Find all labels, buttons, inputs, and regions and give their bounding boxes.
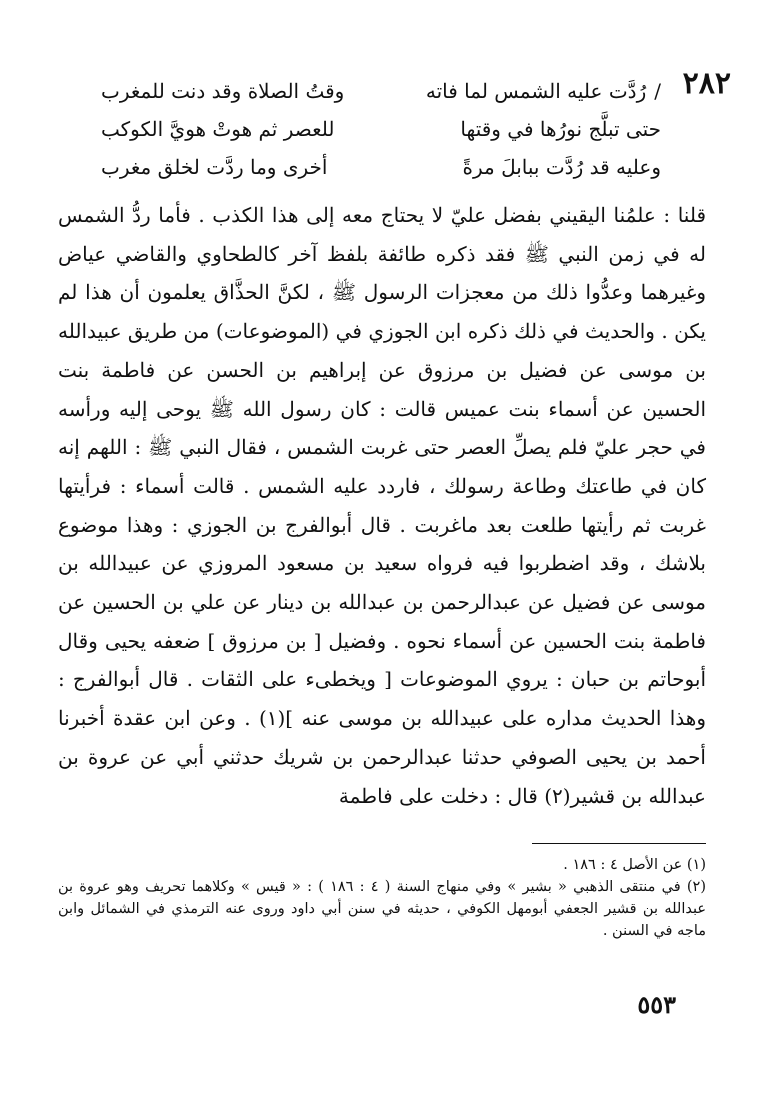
body-paragraph: قلنا : علمُنا اليقيني بفضل عليّ لا يحتاج معه إلى هذا الكذب . فأما ردُّ الشمس له في زمن النبي ﷺ فقد ذكره طائفة بلفظ آخر كالطحاوي والقاضي عياض وغيرهما وعدُّوا ذلك من معجزات الرسول ﷺ ، لكنَّ الحذَّاق يعلمون أن هذا لم يكن . والحديث في ذلك ذكره ابن الجوزي في (الموضوعات) من طريق عبيدالله بن موسى عن فضيل بن مرزوق عن إبراهيم بن الحسن عن فاطمة بنت الحسين عن أسماء بنت عميس قالت : كان رسول الله ﷺ يوحى إليه ورأسه في حجر عليّ فلم يصلِّ العصر حتى غربت الشمس ، فقال النبي ﷺ : اللهم إنه كان في طاعتك وطاعة رسولك ، فاردد عليه الشمس . قالت أسماء : فرأيتها غربت ثم رأيتها طلعت بعد ماغربت . قال أبوالفرج بن الجوزي : وهذا موضوع بلاشك ، وقد اضطربوا فيه فرواه سعيد بن مسعود المروزي عن عبيدالله بن موسى عن فضيل عن عبدالرحمن بن عبدالله بن دينار عن علي بن الحسين عن فاطمة بنت الحسين عن أسماء نحوه . وفضيل [ بن مرزوق ] ضعفه يحيى وقال أبوحاتم بن حبان : يروي الموضوعات [ ويخطىء على الثقات . قال أبوالفرج : وهذا الحديث مداره على عبيدالله بن موسى عنه ](١) . وعن ابن عقدة أخبرنا أحمد بن يحيى الصوفي حدثنا عبدالرحمن بن شريك حدثني أبي عن عروة بن عبدالله بن قشير(٢) قال : دخلت على فاطمة [58,203,706,808]
footnotes [58,854,706,942]
main-text [58,196,706,815]
original-page-number: ٢٨٢ [682,66,731,101]
verse-line [101,72,661,110]
original-page-marker: / [654,79,661,103]
verse-second-hemistich: أخرى وما ردَّت لخلق مغرب [101,155,328,179]
verse-first-hemistich: حتى تبلَّج نورُها في وقتها [460,117,661,141]
footnote-2: (٢) في منتقى الذهبي « بشير » وفي منهاج السنة ( ٤ : ١٨٦ ) : « قيس » وكلاهما تحريف وهو عروة بن عبدالله بن قشير الجعفي أبومهل الكوفي ، حديثه في سنن أبي داود وروى عنه الترمذي في الشمائل وابن ماجه في السنن . [58,879,706,939]
verse-first-hemistich: وعليه قد رُدَّت ببابلَ مرةً [462,155,661,179]
page-number: ٥٥٣ [637,990,676,1019]
verse-first-hemistich [426,72,661,110]
verse-line [101,110,661,148]
hemistich-text: رُدَّت عليه الشمس لما فاته [425,79,647,103]
footnote-1: (١) عن الأصل ٤ : ١٨٦ . [563,857,706,873]
verse-second-hemistich: وقتُ الصلاة وقد دنت للمغرب [101,79,345,103]
poem-verses [101,72,661,186]
footnote-divider [532,843,706,844]
verse-second-hemistich: للعصر ثم هوتْ هويَّ الكوكب [101,117,335,141]
verse-line [101,148,661,186]
